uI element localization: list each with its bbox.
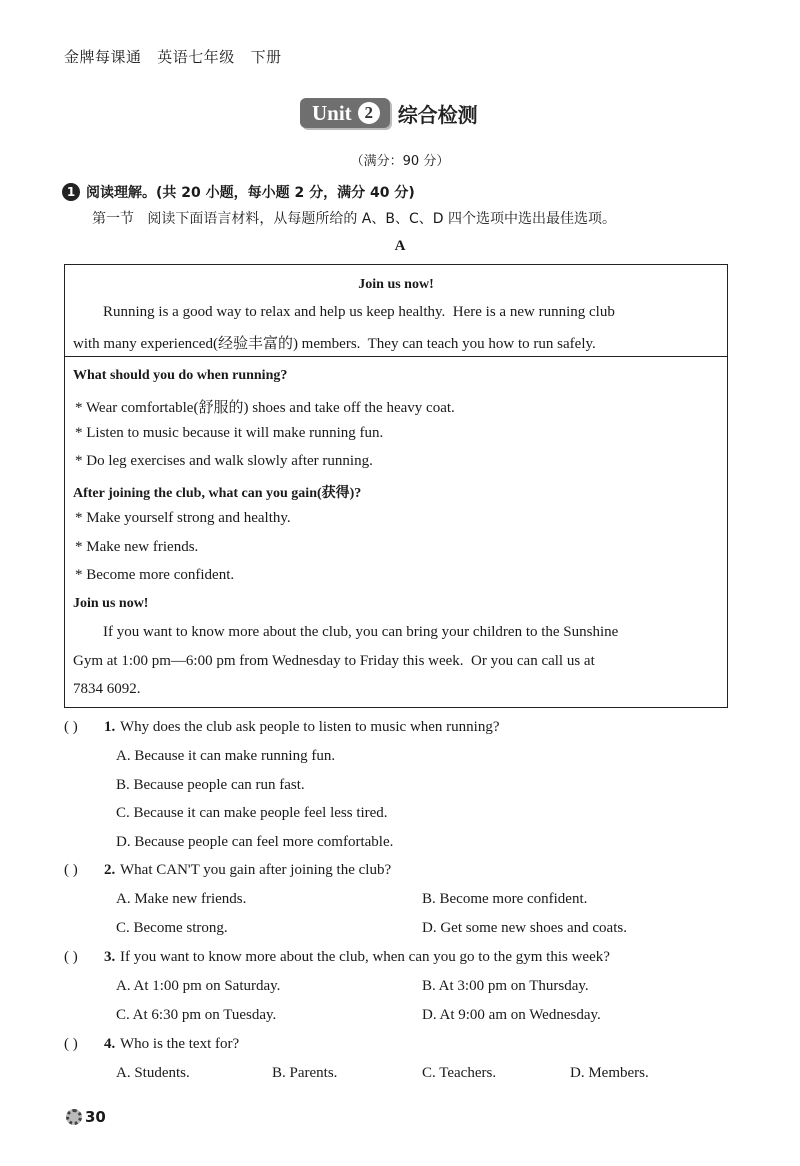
section-number-badge: 1 xyxy=(62,183,80,201)
unit-title: 综合检测 xyxy=(397,102,478,127)
answer-blank[interactable]: ( ) xyxy=(64,862,78,878)
option[interactable]: B. Become more confident. xyxy=(422,891,588,907)
intro-line: Running is a good way to relax and help us keep healthy. Here is a new running club xyxy=(103,304,615,320)
question-text: Who is the text for? xyxy=(120,1036,240,1052)
unit-badge xyxy=(300,98,390,128)
question-text: What CAN'T you gain after joining the club? xyxy=(120,862,392,878)
section-heading xyxy=(62,182,415,202)
tip-item: * Make new friends. xyxy=(75,539,199,555)
passage-box xyxy=(64,264,728,708)
option[interactable]: B. At 3:00 pm on Thursday. xyxy=(422,978,589,994)
intro-line: with many experienced(经验丰富的) members. They can teach you how to run safely. xyxy=(73,336,596,352)
option[interactable]: C. Become strong. xyxy=(116,920,228,936)
tip-item: * Make yourself strong and healthy. xyxy=(75,510,291,526)
passage-intro xyxy=(65,265,727,357)
option[interactable]: D. Get some new shoes and coats. xyxy=(422,920,627,936)
option[interactable]: C. Teachers. xyxy=(422,1065,497,1081)
full-score: （满分：90 分） xyxy=(350,154,450,169)
heading-join: Join us now! xyxy=(73,596,149,611)
option[interactable]: D. At 9:00 am on Wednesday. xyxy=(422,1007,601,1023)
unit-label: Unit xyxy=(312,100,352,125)
answer-blank[interactable]: ( ) xyxy=(64,719,78,735)
question-number: 3. xyxy=(104,949,116,965)
heading-gain: After joining the club, what can you gain(获得)? xyxy=(73,486,362,501)
option[interactable]: D. Because people can feel more comfortable. xyxy=(116,834,394,850)
book-header: 金牌每课通 英语七年级 下册 xyxy=(64,48,282,66)
option[interactable]: B. Because people can run fast. xyxy=(116,777,305,793)
section-title: 阅读理解。(共 20 小题，每小题 2 分，满分 40 分) xyxy=(86,185,415,201)
question-number: 1. xyxy=(104,719,116,735)
option[interactable]: B. Parents. xyxy=(272,1065,338,1081)
closing-line: If you want to know more about the club, you can bring your children to the Sunshine xyxy=(103,624,619,640)
option[interactable]: A. Make new friends. xyxy=(116,891,247,907)
page-number xyxy=(66,1108,106,1126)
question-number: 4. xyxy=(104,1036,116,1052)
question-text: If you want to know more about the club, when can you go to the gym this week? xyxy=(120,949,610,965)
unit-heading xyxy=(300,96,478,130)
page-number-text: 30 xyxy=(85,1108,106,1126)
passage-label: A xyxy=(394,238,406,254)
closing-line: 7834 6092. xyxy=(73,681,141,697)
option[interactable]: A. At 1:00 pm on Saturday. xyxy=(116,978,281,994)
option[interactable]: A. Because it can make running fun. xyxy=(116,748,336,764)
unit-number: 2 xyxy=(358,102,380,124)
option[interactable]: A. Students. xyxy=(116,1065,190,1081)
instruction: 第一节 阅读下面语言材料，从每题所给的 A、B、C、D 四个选项中选出最佳选项。 xyxy=(92,211,616,227)
tip-item: * Do leg exercises and walk slowly after running. xyxy=(75,453,373,469)
tip-item: * Become more confident. xyxy=(75,567,235,583)
answer-blank[interactable]: ( ) xyxy=(64,949,78,965)
heading-what-to-do: What should you do when running? xyxy=(73,368,288,383)
tip-item: * Listen to music because it will make running fun. xyxy=(75,425,384,441)
question-number: 2. xyxy=(104,862,116,878)
option[interactable]: C. Because it can make people feel less tired. xyxy=(116,805,388,821)
closing-line: Gym at 1:00 pm—6:00 pm from Wednesday to Friday this week. Or you can call us at xyxy=(73,653,595,669)
option[interactable]: C. At 6:30 pm on Tuesday. xyxy=(116,1007,277,1023)
answer-blank[interactable]: ( ) xyxy=(64,1036,78,1052)
passage-title: Join us now! xyxy=(358,277,434,292)
option[interactable]: D. Members. xyxy=(570,1065,649,1081)
tip-item: * Wear comfortable(舒服的) shoes and take off the heavy coat. xyxy=(75,400,455,416)
gear-icon xyxy=(66,1109,82,1125)
question-text: Why does the club ask people to listen to music when running? xyxy=(120,719,500,735)
